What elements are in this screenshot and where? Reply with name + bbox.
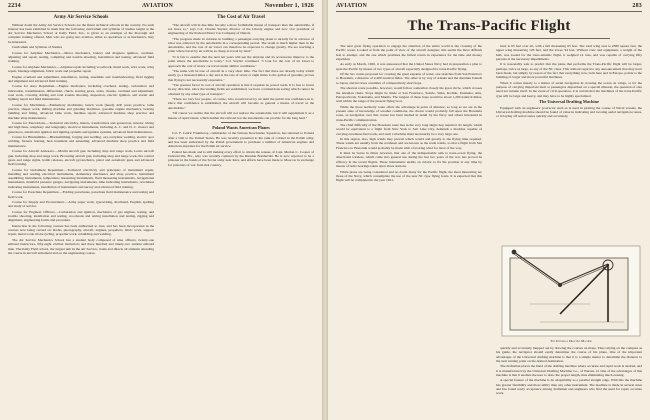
left-page (0, 0, 322, 420)
paragraph: As early as March, 1920, it was announced that the United States Navy had in preparation a plan to span the Pacific by means of two types of aircraft especially designed for trans-Pacific flying. (336, 62, 482, 71)
right-running-head: AVIATION (336, 3, 368, 9)
cost-air-travel-body (168, 23, 314, 120)
poland-body (168, 131, 314, 167)
paragraph: Course for Engineer Officers.—Carburetion and ignition, mechanics of gas engines, testing, and trouble shooting, installation and testing, woodwork and wiring installation and testing, rigging and alignment, engineering forms and procedure. (8, 209, 154, 223)
paragraph: Course for Aircraft Armorers.—Marlin aircraft gun, including drop and range work, Lewis aircraft gun, including shop and range work, Browning aircraft gun, including shop and range work, fire control gears and range sights, bomb releases, aircraft pyrotechnics, pistol and automatic guns and advanced field training. (8, 149, 154, 167)
paragraph: It must be borne in mind, however, that one of the indispensable aids to trans-ocean flying, the directional wireless, which came into general use during the last two years of the war, has proved its efficacy in the recent flights. These instruments enable an aviator to fix his position at any time by means of radio bearings taken upon shore stations. (336, 151, 482, 169)
title-rule (368, 38, 610, 39)
paragraph: Col. F. Cedric Fauntleroy, commander of the famous Kosciuszko Squadron, has returned to Poland after a visit to the United States. He was recently presented to the rank of colonel in the Polish army, and has been authorized by the Polish government to purchase a number of American engines and American airplanes for the Polish air service. (168, 131, 314, 149)
drafting-machine-body (496, 346, 642, 396)
left-header-rule (8, 11, 314, 12)
paragraph: Course for Airplane Mechanics.—Airplane repair including woodwork, metal work, wire work, wing repair, fuselage alignment, fabric work and propeller repair. (8, 64, 154, 74)
paragraph: The draftsman places the hand of the drafting machine where accurate and rapid work is desired, and it is manufactured by the Universal Drafting Machine Co., of Warren, O. One of the advantages of this machine is that it enables the user to draw the proper length, thus eliminating much erasing. (496, 364, 642, 377)
paragraph: "The same will be true of aircraft in a very short time. The fact that there are already today which easily go a thousand miles a day and at the rate of seven or eight miles to the gallon of gasoline, proves that flying is not necessarily expensive." (168, 69, 314, 82)
left-column-1 (8, 14, 154, 416)
paragraph: "It is fair to assume that the next ten years will see the airplane and its accessories improve to the point where the automobile is today," Col. Snyder continued. "I look for the cost of air travel to approach the cost of motor car travel under similar conditions." (168, 54, 314, 68)
left-date: November 1, 1926 (264, 3, 314, 9)
paragraph: Instruction in the following courses has been authorized to date, and has been incorporated in the courses now being carried on: Radio, photography, aircraft, engines, propellers, fabric work, support repair, metal work, motorcycling, propeller work, rebuilding and welding. (8, 223, 154, 237)
right-header-rule (336, 11, 642, 12)
paragraph: "There are very few people, of course, who would travel by air until the public has confidence in it. Once that confidence is established, the aircraft will become as general a means of travel as the automobile." (168, 97, 314, 110)
paragraph: Without doubt the Army Air Service Schools are the finest technical schools in the country. No such interest has been exhibited in them that the following curriculum and syllabus of studies taught at the Air Service Mechanics School at Kelly Field, Tex., is given as an example of the thorough and complete training offered. Men who are going into aviation, either as operatives or as mechanics, may be interested. (8, 22, 154, 44)
paragraph: Course for Supply and Procurement.—Army paper work, typewriting, shorthand, English, spelling and study of service. (8, 200, 154, 209)
paragraph: The chief difficulty of the Honolulu route lies in the very long single hop required. Its length, which would be equivalent to a flight from New York to Salt Lake City, demands a machine capable of carrying enormous fuel loads, and such a machine must necessarily be a very large one. (336, 122, 482, 136)
paragraph: The shortest route possible, however, would follow somewhat closely the great circle, which crosses the Aleutian chain. Stops might be made at San Francisco, Seattle, Sitka, Kodiak, Unalaska, Attu, Petropavlovsk, Yokohama, and Manila. The longest of these hops would be about 1,200 nautical miles, well within the range of the present flying boat. (336, 86, 482, 104)
army-schools-body (8, 23, 154, 256)
paragraph: In this region, also, high winds may prevail which would add greatly to the flying time required. These winds are usually from the northeast and are known as the trade winds, so that a flight from San Francisco to Honolulu would probably be made with a favoring wind for most of the way. (336, 137, 482, 150)
article-heading-poland: Poland Wants American Planes (212, 124, 270, 130)
paragraph: Curriculum and Syllabus of Studies (12, 45, 62, 50)
article-heading-army-schools: Army Air Service Schools (53, 15, 109, 20)
paragraph: Course for Auto Repairmen.—Engine mechanics, including overhaul, testing, carburetion and lubrication, transmissions, differential, clutch, starting gears, axles, chassis, overhaul and adjustment, road work, covering driving and road trouble shooting, inspection, electric ignition, self starter and lighting repair and field maintenance. (8, 84, 154, 102)
paragraph: quickly and accurately mapped out by drawing the courses on maps. Thus relying on the compass as his guide, the navigator should easily determine the course of his plane. One of the important advantages of the Universal drafting machine is that it is a simple matter to determine the distance to the next turning point on the desired destination. (496, 346, 642, 363)
article-title-trans-pacific: The Trans-Pacific Flight (407, 18, 571, 34)
figure-caption: The Universal Drafting Machine (550, 339, 592, 343)
paragraph: Course for Airplane Mechanics.—Motor mechanics, battery and magneto ignition, overhaul, adjusting and repair, testing, compiling and trouble shooting, installation and testing, advanced field training. (8, 50, 154, 64)
paragraph: "The greatest factor in cost of aircraft operation is that it requires no paved roads. It is free to travel in any direction. Once the landing fields are established, we have a tremendous saving which cannot be obtained by any other type of transport." (168, 83, 314, 96)
paragraph: While plans are being considered and no doubt many for the Pacific flight, the most interesting are those of the Navy, which contemplate the use of the new NC type flying boats. It is expected that this flight will be completed in the year 1921. (336, 169, 482, 183)
right-page-number: 283 (632, 3, 642, 9)
paragraph: Course for Machinists.—Elementary machinists, bench work (hand), drill press practice, lathe practice, shaper work, milling machine and grinding machines, gasoline engine mechanics, bearing building and fitting, advanced lathe work, machine repair, advanced machine shop practice and machine shop maintenance. (8, 102, 154, 120)
paragraph: "The progress made in aviation in building a passenger-carrying plane is already far in advance of what was achieved by the automobile in a corresponding period. The result is much higher than in the automobile, and the cost of air travel can therefore be expected to change greatly. We are reaching a point where travel by air will be as cheap as travel by land." (168, 36, 314, 54)
drafting-machine-intro (496, 106, 642, 119)
paragraph: "The aircraft will in due time become a more formidable means of transport than the automobile, if not more so," says Col. Charles Snyder, director of the Liberty engine and now vice president of engineering of the Packard Motor Car Company of Detroit. (168, 22, 314, 36)
paragraph: Engine overhaul and adjustment, installation, testing, ensemble and troubleshooting, field rigging and alignment and advanced field training. (8, 74, 154, 83)
paragraph: Poland has made and is still making every effort to obtain the release of Capt. Merian C. Cooper of Jacksonville, Fla., who was recently captured by the Russian Bolsheviki. He is now reported to be a prisoner in the hands of the Soviet army near Kiev, and efforts have been made to Moscow in exchange for prisoners of war from that country. (168, 149, 314, 167)
right-column-1 (336, 44, 482, 416)
right-column-2-bottom (496, 346, 642, 416)
paragraph: When it comes merely to a matter of aerial navigation in crossing the ocean on wings, or for the purpose of carrying important mail or passengers dispatched on a special mission, the question of size need not intrude itself. In the event of civil operation, it is certain that the machines of the trans-Pacific type will be large and heavy, and may have to be highly specialized. (496, 80, 642, 98)
paragraph: Course for Blacksmiths.—Blacksmithing, forging and welding, oxy-acetylene welding, electric spot welding, furnace brazing, heat treatment and annealing, advanced machine shop practice and field maintenance. (8, 135, 154, 148)
paragraph: Course for Parachute Repairmen.—Folding parachutes, parachute field maintenance and testing and field work. (8, 190, 154, 199)
article-heading-cost-air-travel: The Cost of Air Travel (217, 15, 265, 20)
paragraph: Of the two routes proposed for crossing the great expanse of water, one stretches from San Francisco to Honolulu, a distance of 2,400 nautical miles. The other is by way of Alaska and the Aleutian Islands to Japan, and involves a number of comparatively short hops. (336, 72, 482, 85)
drafting-machine-illustration (500, 244, 642, 338)
paragraph: Course for Instrument Repairmen.—Technical electricity and principles of instrument repair, installing and reading electrical instruments, elementary mechanics and shop practice, instrument assembling instruments, temperature measuring instruments, fluid measuring instruments, navigational instruments, manifold pressure gauges, navigating instruments, time indicating instruments, revolution indicating instruments, installation of instruments and survey and advanced field training. (8, 167, 154, 189)
paragraph: The Air Service Mechanics School has a student body composed of nine officers, twenty-one enlisted instructors, fifty-eight civilian instructors and three hundred and ninety-two student enlisted men. The Kelly Field school, the largest unit in the Air Service, trains and directs all students attending the course in aircraft armament and on the engineering course. (8, 237, 154, 255)
article-separator (221, 122, 261, 123)
paragraph: The next great flying operation to engage the attention of the entire world is the crossing of the Pacific ocean. Looked at from the point of view of the aircraft designer, this seems the most difficult feat to attempt, and the one which promises the fullest return in experience for the time and money expended. (336, 44, 482, 61)
paragraph: "Of course we realize that the aircraft will not replace the automobile, but it will supplement it as a means of rapid transit, which neither the railroad nor the automobile can provide for the long haul." (168, 111, 314, 120)
paragraph: It is reasonably safe to predict that the plane that performs the Trans-Pacific flight will be larger, perhaps, twice as large, as any of the NC class. This without regard to any announcement that may have been made, but simply by reason of the fact that everything now, both here and in Europe, points to the building of larger and more powerful machines. (496, 62, 642, 80)
paragraph: Equipped with an engineers' protractor such as is used in plotting the course of Naval vessels, the Universal drafting machine should be found of value in indicating and locating aerial navigation routes, or in laying off aerial routes quickly and accurately. (496, 105, 642, 119)
right-column-2-top (496, 44, 642, 242)
paragraph: Course for Electricians.—Technical electricity, meters, transformers and generators, interior wiring and high lines, telephony and telegraphy, electrical instruments, including A. C. and D. C. motors and generators, automotive ignition and lighting systems and ignition systems, advanced field maintenance. (8, 121, 154, 134)
left-running-head: AVIATION (142, 3, 174, 9)
trans-pacific-body-cont (496, 44, 642, 98)
left-page-number: 2234 (8, 3, 21, 9)
trans-pacific-body (336, 44, 482, 182)
right-page (328, 0, 650, 420)
left-column-2 (168, 14, 314, 416)
paragraph: least is 65 feet over all, with a full measuring 65 feet. The total wing area is 2380 square feet, the upper wing measuring 126 feet, and the lower, 94 feet. Without crew and equipment, a weight of the hull, was loaded for the trans-Atlantic flight, it weighed 14 tons, and was capable of carrying fifty persons at the necessary impediments. (496, 44, 642, 61)
paragraph: While the more northerly route offers the advantage in point of distance, so long as we are in the present state of knowledge of weather conditions, the choice would probably fall upon the Honolulu route, as navigation over this course has been studied in detail by the Navy and others interested in trans-Pacific communication. (336, 104, 482, 122)
article-heading-drafting-machine: The Universal Drafting Machine (539, 99, 599, 105)
paragraph: A special feature of the machine is its adaptability as a parallel straight edge. With this the machine has greater flexibility and more utility than any other instrument. The machine is made in several sizes and has found ready acceptance among draftsmen and engineers who find the need for rapid, accurate work. (496, 378, 642, 396)
